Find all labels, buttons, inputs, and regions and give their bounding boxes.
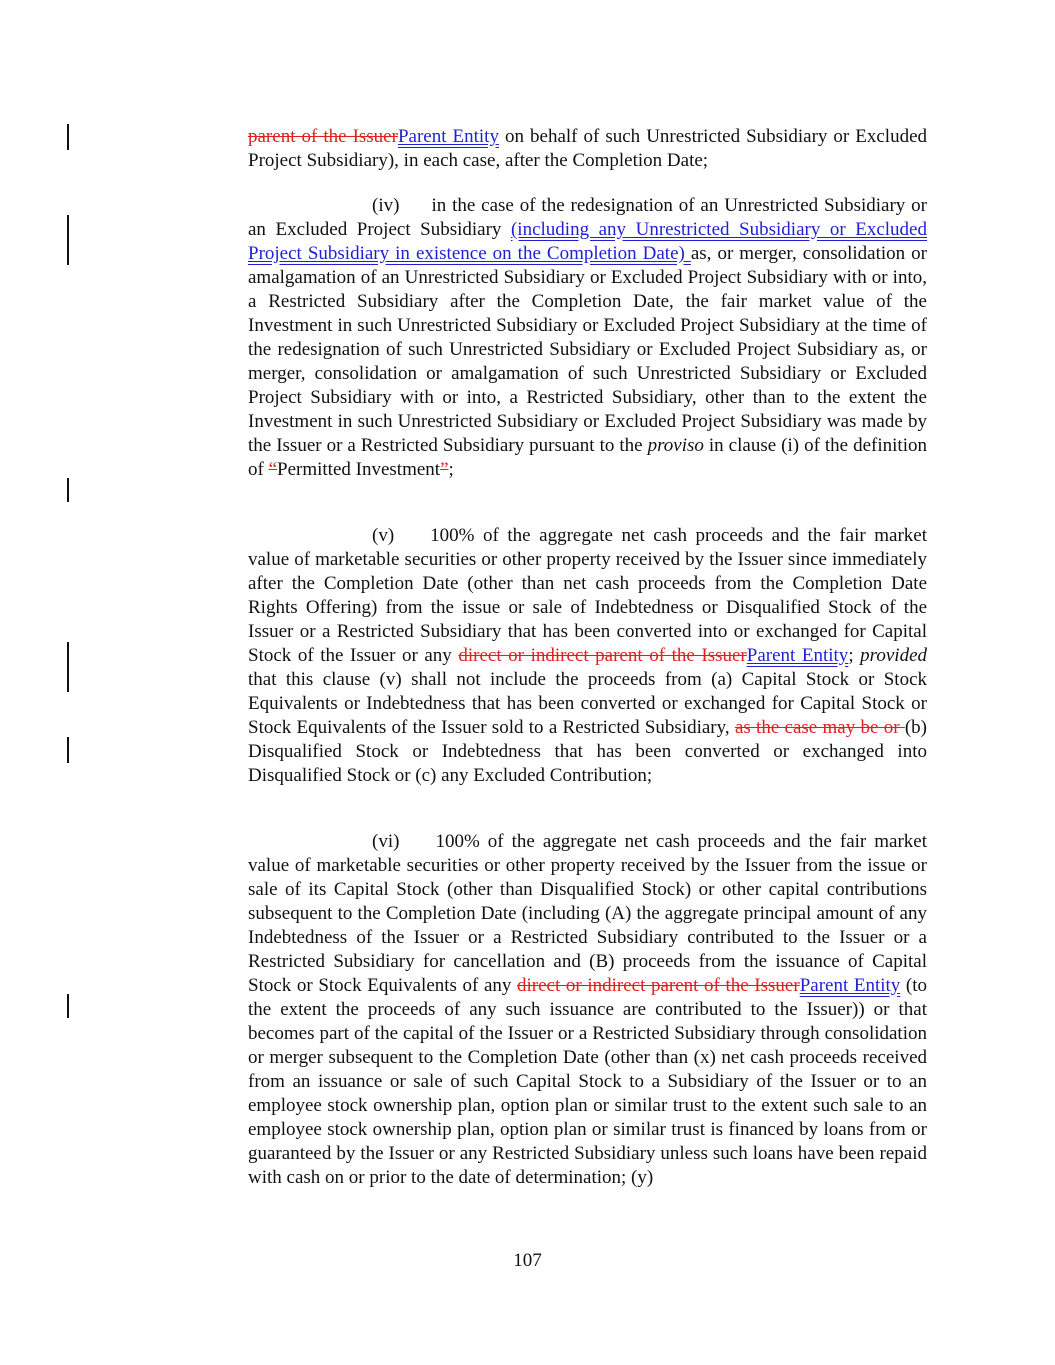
italic-term: provided <box>860 645 928 666</box>
body-text: Permitted Investment <box>277 459 441 480</box>
body-text: 100% of the aggregate net cash proceeds and the fair market value of marketable securities or other property received by the Issuer since immediately after the Completion Date (other than net cash proceeds from the Completion Date Rights Offering) from the issue or sale of Indebtedness or Disqualified Stock of the Issuer or a Restricted Subsidiary that has been converted into or exchanged for Capital Stock of the Issuer or any <box>248 525 927 666</box>
change-bar <box>67 994 69 1018</box>
change-bar <box>67 124 69 150</box>
inserted-text: Parent Entity <box>746 645 849 666</box>
clause-iv <box>248 194 927 482</box>
inserted-text: Parent Entity <box>799 975 901 996</box>
body-text: (to the extent the proceeds of any such issuance are contributed to the Issuer)) or that becomes part of the capital of the Issuer or a Restricted Subsidiary through consolidation or merger subsequent to the Completion Date (other than (x) net cash proceeds received from an issuance or sale of such Capital Stock to a Subsidiary of the Issuer or to an employee stock ownership plan, option plan or similar trust to the extent such sale to an employee stock ownership plan, option plan or similar trust is financed by loans from or guaranteed by the Issuer or any Restricted Subsidiary unless such loans have been repaid with cash on or prior to the date of determination; (y) <box>248 975 927 1188</box>
clause-label: (v) <box>372 525 395 546</box>
change-bar <box>67 215 69 265</box>
clause-label: (vi) <box>372 831 400 852</box>
inserted-text: Parent Entity <box>397 126 499 147</box>
clause-label: (iv) <box>372 195 400 216</box>
body-text: in clause (i) of the definition of <box>248 435 927 480</box>
body-text: 100% of the aggregate net cash proceeds and the fair market value of marketable securities or other property received by the Issuer from the issue or sale of its Capital Stock (other than Disqualified Stock) or other capital contributions subsequent to the Completion Date (including (A) the aggregate principal amount of any Indebtedness of the Issuer or a Restricted Subsidiary contributed to the Issuer or a Restricted Subsidiary for cancellation and (B) proceeds from the issuance of Capital Stock or Stock Equivalents of any <box>248 831 927 996</box>
clause-vi <box>248 830 927 1190</box>
body-text: as, or merger, consolidation or amalgamation of an Unrestricted Subsidiary or Excluded Project Subsidiary with or into, a Restricted Subsidiary after the Completion Date, the fair market value of the Investment in such Unrestricted Subsidiary or Excluded Project Subsidiary at the time of the redesignation of such Unrestricted Subsidiary or Excluded Project Subsidiary as, or merger, consolidation or amalgamation of such Unrestricted Subsidiary or Excluded Project Subsidiary with or into, a Restricted Subsidiary, other than to the extent the Investment in such Unrestricted Subsidiary or Excluded Project Subsidiary was made by the Issuer or a Restricted Subsidiary pursuant to the <box>248 243 927 456</box>
page-number: 107 <box>513 1250 542 1271</box>
body-text: ; <box>448 459 454 480</box>
italic-term: proviso <box>647 435 704 456</box>
deleted-text: “ <box>268 459 278 480</box>
inserted-text: (including any Unrestricted Subsidiary or Excluded Project Subsidiary in existence on the Completion Date) <box>248 219 927 264</box>
body-text: on behalf of such Unrestricted Subsidiary or Excluded Project Subsidiary), in each case, after the Completion Date; <box>248 126 928 171</box>
deleted-text: as the case may be or <box>734 717 905 738</box>
paragraph-continuation <box>248 125 927 173</box>
body-text: that this clause (v) shall not include the proceeds from (a) Capital Stock or Stock Equivalents or Indebtedness that has been converted or exchanged for Capital Stock or Stock Equivalents of the Issuer sold to a Restricted Subsidiary, <box>248 669 927 738</box>
change-bar <box>67 478 69 502</box>
change-bar <box>67 642 69 692</box>
body-text: in the case of the redesignation of an Unrestricted Subsidiary or an Excluded Project Subsidiary <box>248 195 927 240</box>
deleted-text: direct or indirect parent of the Issuer <box>458 645 747 666</box>
clause-v <box>248 524 927 788</box>
change-bar <box>67 737 69 763</box>
deleted-text: ” <box>440 459 449 480</box>
deleted-text: direct or indirect parent of the Issuer <box>517 975 800 996</box>
deleted-text: parent of the Issuer <box>248 126 398 147</box>
body-text: ; <box>848 645 861 666</box>
body-text: (b) Disqualified Stock or Indebtedness that has been converted or exchanged into Disqualified Stock or (c) any Excluded Contribution; <box>248 717 927 786</box>
